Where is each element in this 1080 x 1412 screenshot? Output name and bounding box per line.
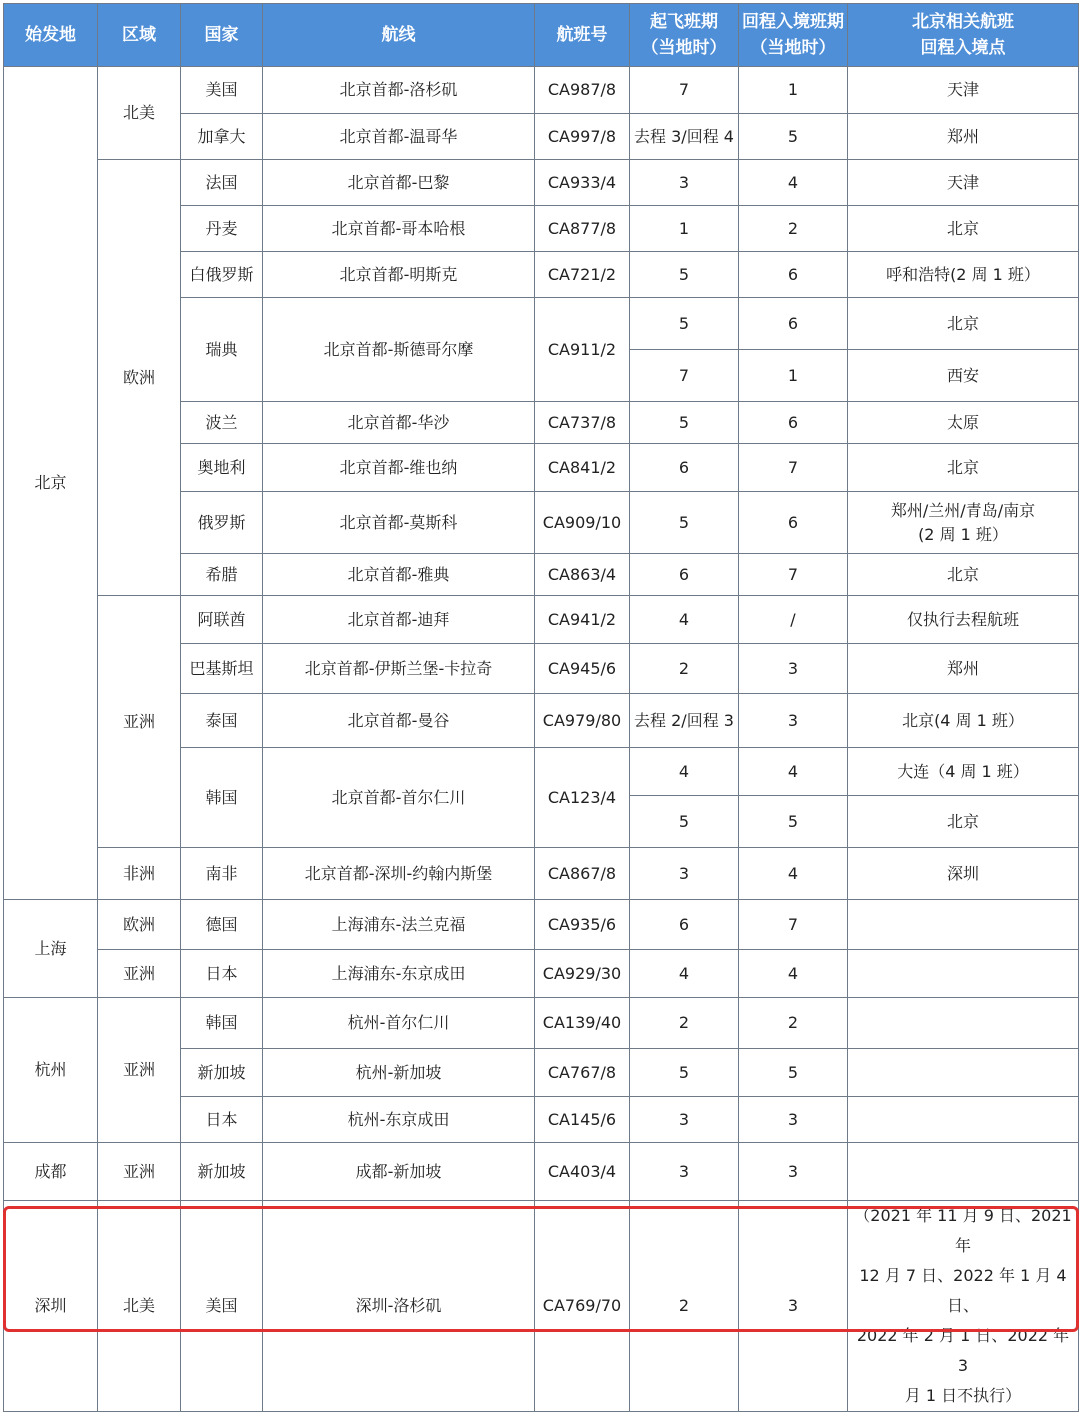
origin-cell: 上海 <box>4 900 98 998</box>
flight-cell: CA911/2 <box>535 298 630 402</box>
country-cell: 巴基斯坦 <box>181 644 263 694</box>
flight-cell: CA769/70 <box>535 1201 630 1412</box>
header-flight: 航班号 <box>535 4 630 67</box>
entry-point-cell: 天津 <box>848 160 1079 206</box>
header-entry-point <box>848 4 1079 67</box>
header-departure-day-line1: 起飞班期 <box>650 12 718 32</box>
route-cell: 北京首都-首尔仁川 <box>263 748 535 848</box>
country-cell: 阿联酋 <box>181 596 263 644</box>
route-cell: 北京首都-哥本哈根 <box>263 206 535 252</box>
origin-cell: 北京 <box>4 67 98 900</box>
return-cell: 2 <box>739 206 848 252</box>
entry-point-cell: 北京 <box>848 554 1079 596</box>
country-cell: 泰国 <box>181 694 263 748</box>
header-return-day-line2: （当地时） <box>750 38 836 58</box>
header-departure-day-line2: （当地时） <box>641 38 727 58</box>
departure-cell: 7 <box>630 350 739 402</box>
origin-cell: 深圳 <box>4 1201 98 1412</box>
flight-cell: CA987/8 <box>535 67 630 114</box>
country-cell: 韩国 <box>181 998 263 1049</box>
departure-cell: 5 <box>630 252 739 298</box>
header-origin: 始发地 <box>4 4 98 67</box>
flight-cell: CA145/6 <box>535 1097 630 1143</box>
return-cell: 7 <box>739 554 848 596</box>
flight-cell: CA403/4 <box>535 1143 630 1201</box>
return-cell: 3 <box>739 1097 848 1143</box>
table-row <box>4 900 1079 950</box>
entry-point-line: 郑州/兰州/青岛/南京 <box>890 500 1036 520</box>
table-row <box>4 998 1079 1049</box>
country-cell: 南非 <box>181 848 263 900</box>
flight-cell: CA721/2 <box>535 252 630 298</box>
route-cell: 北京首都-斯德哥尔摩 <box>263 298 535 402</box>
return-cell: 3 <box>739 1143 848 1201</box>
header-route: 航线 <box>263 4 535 67</box>
table-row <box>4 67 1079 114</box>
flight-cell: CA979/80 <box>535 694 630 748</box>
entry-point-cell: 深圳 <box>848 848 1079 900</box>
departure-cell: 4 <box>630 748 739 796</box>
route-cell: 深圳-洛杉矶 <box>263 1201 535 1412</box>
departure-cell: 3 <box>630 160 739 206</box>
flight-cell: CA737/8 <box>535 402 630 444</box>
flight-cell: CA997/8 <box>535 114 630 160</box>
table-row-highlighted <box>4 1201 1079 1412</box>
route-cell: 北京首都-伊斯兰堡-卡拉奇 <box>263 644 535 694</box>
entry-point-line: 2022 年 2 月 1 日、2022 年 3 <box>856 1326 1070 1375</box>
entry-point-cell <box>848 900 1079 950</box>
country-cell: 白俄罗斯 <box>181 252 263 298</box>
departure-cell: 去程 2/回程 3 <box>630 694 739 748</box>
country-cell: 希腊 <box>181 554 263 596</box>
entry-point-cell: 北京 <box>848 298 1079 350</box>
table-row <box>4 1143 1079 1201</box>
flight-schedule-table <box>3 3 1079 1412</box>
entry-point-cell: 北京 <box>848 796 1079 848</box>
origin-cell: 成都 <box>4 1143 98 1201</box>
flight-cell: CA877/8 <box>535 206 630 252</box>
country-cell: 丹麦 <box>181 206 263 252</box>
table-row <box>4 160 1079 206</box>
country-cell: 法国 <box>181 160 263 206</box>
return-cell: 4 <box>739 950 848 998</box>
flight-cell: CA867/8 <box>535 848 630 900</box>
region-cell: 亚洲 <box>98 1143 181 1201</box>
route-cell: 杭州-新加坡 <box>263 1049 535 1097</box>
header-region: 区域 <box>98 4 181 67</box>
departure-cell: 4 <box>630 596 739 644</box>
header-return-day-line1: 回程入境班期 <box>742 12 844 32</box>
flight-cell: CA941/2 <box>535 596 630 644</box>
return-cell: / <box>739 596 848 644</box>
entry-point-cell <box>848 950 1079 998</box>
return-cell: 4 <box>739 848 848 900</box>
country-cell: 韩国 <box>181 748 263 848</box>
country-cell: 美国 <box>181 67 263 114</box>
flight-cell: CA841/2 <box>535 444 630 492</box>
departure-cell: 5 <box>630 298 739 350</box>
entry-point-line: （2021 年 11 月 9 日、2021 年 <box>854 1206 1072 1255</box>
region-cell: 欧洲 <box>98 160 181 596</box>
departure-cell: 2 <box>630 1201 739 1412</box>
region-cell: 非洲 <box>98 848 181 900</box>
departure-cell: 2 <box>630 644 739 694</box>
flight-cell: CA909/10 <box>535 492 630 554</box>
flight-cell: CA767/8 <box>535 1049 630 1097</box>
flight-cell: CA929/30 <box>535 950 630 998</box>
entry-point-cell: 北京(4 周 1 班） <box>848 694 1079 748</box>
header-country: 国家 <box>181 4 263 67</box>
route-cell: 北京首都-雅典 <box>263 554 535 596</box>
departure-cell: 5 <box>630 492 739 554</box>
country-cell: 德国 <box>181 900 263 950</box>
return-cell: 4 <box>739 748 848 796</box>
table-row <box>4 950 1079 998</box>
table-row <box>4 596 1079 644</box>
return-cell: 6 <box>739 402 848 444</box>
departure-cell: 1 <box>630 206 739 252</box>
flight-cell: CA139/40 <box>535 998 630 1049</box>
header-row <box>4 4 1079 67</box>
region-cell: 亚洲 <box>98 998 181 1143</box>
region-cell: 亚洲 <box>98 950 181 998</box>
return-cell: 2 <box>739 998 848 1049</box>
return-cell: 7 <box>739 900 848 950</box>
origin-cell: 杭州 <box>4 998 98 1143</box>
header-departure-day <box>630 4 739 67</box>
departure-cell: 2 <box>630 998 739 1049</box>
departure-cell: 5 <box>630 402 739 444</box>
route-cell: 上海浦东-法兰克福 <box>263 900 535 950</box>
country-cell: 新加坡 <box>181 1143 263 1201</box>
route-cell: 北京首都-温哥华 <box>263 114 535 160</box>
departure-cell: 去程 3/回程 4 <box>630 114 739 160</box>
entry-point-cell <box>848 1201 1079 1412</box>
header-return-day <box>739 4 848 67</box>
entry-point-line: (2 周 1 班） <box>918 524 1008 544</box>
region-cell: 北美 <box>98 67 181 160</box>
route-cell: 北京首都-明斯克 <box>263 252 535 298</box>
departure-cell: 6 <box>630 900 739 950</box>
country-cell: 波兰 <box>181 402 263 444</box>
entry-point-cell <box>848 1049 1079 1097</box>
entry-point-cell: 太原 <box>848 402 1079 444</box>
route-cell: 北京首都-华沙 <box>263 402 535 444</box>
country-cell: 瑞典 <box>181 298 263 402</box>
region-cell: 北美 <box>98 1201 181 1412</box>
flight-cell: CA863/4 <box>535 554 630 596</box>
flight-cell: CA123/4 <box>535 748 630 848</box>
departure-cell: 3 <box>630 848 739 900</box>
entry-point-line: 12 月 7 日、2022 年 1 月 4 日、 <box>859 1266 1067 1315</box>
country-cell: 俄罗斯 <box>181 492 263 554</box>
country-cell: 新加坡 <box>181 1049 263 1097</box>
route-cell: 北京首都-洛杉矶 <box>263 67 535 114</box>
departure-cell: 3 <box>630 1143 739 1201</box>
return-cell: 3 <box>739 1201 848 1412</box>
country-cell: 美国 <box>181 1201 263 1412</box>
entry-point-cell: 天津 <box>848 67 1079 114</box>
entry-point-cell <box>848 492 1079 554</box>
return-cell: 6 <box>739 492 848 554</box>
entry-point-cell: 大连（4 周 1 班） <box>848 748 1079 796</box>
route-cell: 上海浦东-东京成田 <box>263 950 535 998</box>
country-cell: 奥地利 <box>181 444 263 492</box>
departure-cell: 3 <box>630 1097 739 1143</box>
return-cell: 3 <box>739 644 848 694</box>
departure-cell: 7 <box>630 67 739 114</box>
entry-point-cell: 北京 <box>848 206 1079 252</box>
departure-cell: 6 <box>630 554 739 596</box>
route-cell: 北京首都-深圳-约翰内斯堡 <box>263 848 535 900</box>
departure-cell: 5 <box>630 1049 739 1097</box>
header-entry-point-line2: 回程入境点 <box>920 38 1006 58</box>
entry-point-cell <box>848 998 1079 1049</box>
entry-point-cell: 郑州 <box>848 644 1079 694</box>
return-cell: 7 <box>739 444 848 492</box>
return-cell: 1 <box>739 67 848 114</box>
route-cell: 北京首都-迪拜 <box>263 596 535 644</box>
flight-cell: CA933/4 <box>535 160 630 206</box>
entry-point-cell: 呼和浩特(2 周 1 班） <box>848 252 1079 298</box>
entry-point-cell <box>848 1143 1079 1201</box>
entry-point-line: 月 1 日不执行） <box>904 1386 1022 1405</box>
country-cell: 加拿大 <box>181 114 263 160</box>
flight-cell: CA945/6 <box>535 644 630 694</box>
return-cell: 5 <box>739 796 848 848</box>
entry-point-cell: 仅执行去程航班 <box>848 596 1079 644</box>
country-cell: 日本 <box>181 1097 263 1143</box>
return-cell: 5 <box>739 114 848 160</box>
country-cell: 日本 <box>181 950 263 998</box>
departure-cell: 5 <box>630 796 739 848</box>
return-cell: 3 <box>739 694 848 748</box>
route-cell: 北京首都-维也纳 <box>263 444 535 492</box>
header-entry-point-line1: 北京相关航班 <box>912 12 1014 32</box>
region-cell: 欧洲 <box>98 900 181 950</box>
return-cell: 1 <box>739 350 848 402</box>
region-cell: 亚洲 <box>98 596 181 848</box>
return-cell: 5 <box>739 1049 848 1097</box>
entry-point-cell <box>848 1097 1079 1143</box>
entry-point-cell: 北京 <box>848 444 1079 492</box>
return-cell: 6 <box>739 298 848 350</box>
route-cell: 北京首都-巴黎 <box>263 160 535 206</box>
entry-point-cell: 郑州 <box>848 114 1079 160</box>
return-cell: 6 <box>739 252 848 298</box>
route-cell: 北京首都-曼谷 <box>263 694 535 748</box>
entry-point-cell: 西安 <box>848 350 1079 402</box>
departure-cell: 4 <box>630 950 739 998</box>
departure-cell: 6 <box>630 444 739 492</box>
route-cell: 北京首都-莫斯科 <box>263 492 535 554</box>
table-row <box>4 848 1079 900</box>
return-cell: 4 <box>739 160 848 206</box>
flight-cell: CA935/6 <box>535 900 630 950</box>
route-cell: 杭州-首尔仁川 <box>263 998 535 1049</box>
route-cell: 杭州-东京成田 <box>263 1097 535 1143</box>
route-cell: 成都-新加坡 <box>263 1143 535 1201</box>
